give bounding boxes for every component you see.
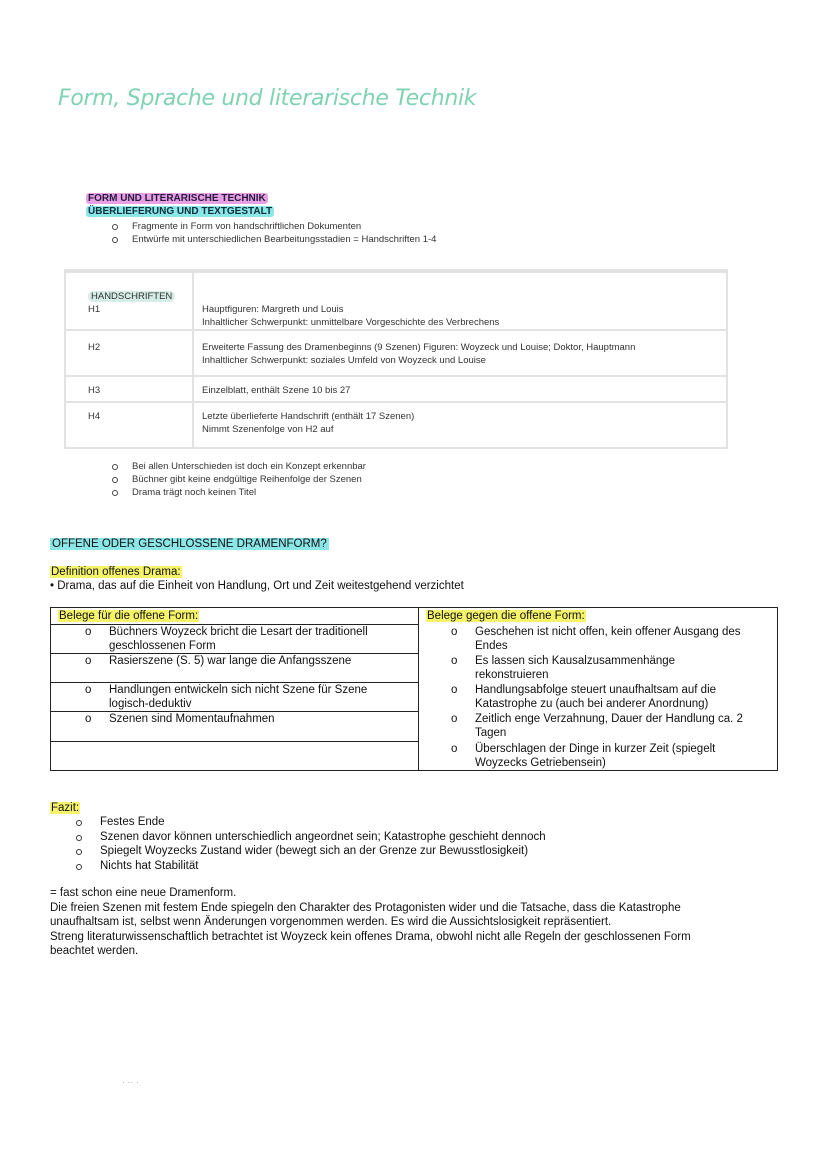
table-row: o Handlungen entwickeln sich nicht Szene für Szene logisch-deduktiv bbox=[85, 684, 368, 710]
row-key: H3 bbox=[88, 385, 101, 396]
after-table-list bbox=[110, 460, 366, 499]
table-divider bbox=[418, 608, 419, 770]
table-row bbox=[66, 329, 726, 377]
right-header-wrap bbox=[426, 609, 586, 623]
row-key: H1 bbox=[88, 304, 101, 315]
conclusion-line: Die freien Szenen mit festem Ende spiegeln den Charakter des Protagonisten wider und die Tatsache, dass die Katastrophe bbox=[50, 901, 681, 914]
section-ueberlieferung-heading bbox=[86, 206, 274, 217]
list-item: Festes Ende bbox=[74, 815, 546, 830]
list-item: Entwürfe mit unterschiedlichen Bearbeitungsstadien = Handschriften 1-4 bbox=[110, 233, 436, 246]
list-item: Spiegelt Woyzecks Zustand wider (bewegt sich an der Grenze zur Bewusstlosigkeit) bbox=[74, 844, 546, 859]
fazit-list bbox=[74, 815, 546, 873]
row-key: H4 bbox=[88, 411, 101, 422]
definition-text: • Drama, das auf die Einheit von Handlung, Ort und Zeit weitestgehend verzichtet bbox=[50, 580, 464, 592]
list-item: Nichts hat Stabilität bbox=[74, 859, 546, 874]
list-item: Bei allen Unterschieden ist doch ein Konzept erkennbar bbox=[110, 460, 366, 473]
section-form-heading bbox=[86, 193, 268, 204]
list-item: Szenen davor können unterschiedlich angeordnet sein; Katastrophe geschieht dennoch bbox=[74, 830, 546, 845]
table-row: o Geschehen ist nicht offen, kein offener Ausgang des Endes bbox=[451, 626, 741, 652]
row-value-line2: Inhaltlicher Schwerpunkt: soziales Umfeld von Woyzeck und Louise bbox=[202, 355, 486, 366]
table-row bbox=[66, 271, 726, 331]
dramenform-heading-wrap bbox=[50, 537, 329, 551]
table-row: o Zeitlich enge Verzahnung, Dauer der Handlung ca. 2 Tagen bbox=[451, 713, 743, 739]
table-row: o Szenen sind Momentaufnahmen bbox=[85, 713, 275, 725]
list-item: Drama trägt noch keinen Titel bbox=[110, 486, 366, 499]
list-item: Fragmente in Form von handschriftlichen Dokumenten bbox=[110, 220, 436, 233]
heading-dramenform: OFFENE ODER GESCHLOSSENE DRAMENFORM? bbox=[52, 538, 327, 550]
row-value-line2: Inhaltlicher Schwerpunkt: unmittelbare Vorgeschichte des Verbrechens bbox=[202, 317, 500, 328]
ueberlieferung-list bbox=[110, 220, 436, 246]
fazit-label: Fazit: bbox=[51, 802, 80, 814]
table-row: o Rasierszene (S. 5) war lange die Anfangsszene bbox=[85, 655, 352, 667]
heading-form: FORM UND LITERARISCHE TECHNIK bbox=[88, 193, 266, 204]
belege-right-header: Belege gegen die offene Form: bbox=[427, 610, 585, 622]
table-row: o Überschlagen der Dinge in kurzer Zeit (spiegelt Woyzecks Getriebensein) bbox=[451, 743, 716, 769]
fazit-label-wrap bbox=[50, 801, 80, 815]
definition-label-wrap bbox=[50, 565, 182, 579]
table-row: o Büchners Woyzeck bricht die Lesart der traditionell geschlossenen Form bbox=[85, 626, 368, 652]
row-value-line1: Letzte überlieferte Handschrift (enthält 17 Szenen) bbox=[202, 411, 415, 422]
row-key: H2 bbox=[88, 342, 101, 353]
definition-label: Definition offenes Drama: bbox=[51, 566, 181, 578]
table-row bbox=[66, 375, 726, 403]
handschriften-table bbox=[64, 269, 728, 449]
list-item: Büchner gibt keine endgültige Reihenfolge der Szenen bbox=[110, 473, 366, 486]
row-value-line1: Erweiterte Fassung des Dramenbeginns (9 Szenen) Figuren: Woyzeck und Louise; Doktor, Hauptmann bbox=[202, 342, 636, 353]
row-value-line2: Nimmt Szenenfolge von H2 auf bbox=[202, 424, 334, 435]
conclusion-line: Streng literaturwissenschaftlich betrachtet ist Woyzeck kein offenes Drama, obwohl nicht alle Regeln der geschlossenen Form bbox=[50, 930, 691, 943]
conclusion-line: beachtet werden. bbox=[50, 945, 139, 957]
belege-table bbox=[50, 607, 778, 771]
belege-left-header: Belege für die offene Form: bbox=[59, 610, 199, 622]
page-title: Form, Sprache und literarische Technik bbox=[58, 86, 477, 111]
conclusion-line: unaufhaltsam ist, selbst wenn Änderungen vorgenommen werden. Es wird die Aussichtslosigkeit repräsentiert. bbox=[50, 916, 612, 928]
table-row bbox=[66, 401, 726, 449]
table-row: o Es lassen sich Kausalzusammenhänge rekonstruieren bbox=[451, 655, 676, 681]
table-row: o Handlungsabfolge steuert unaufhaltsam auf die Katastrophe zu (auch bei anderer Anordnung) bbox=[451, 684, 717, 710]
conclusion-text bbox=[50, 886, 691, 959]
row-value-line1: Einzelblatt, enthält Szene 10 bis 27 bbox=[202, 385, 351, 396]
handschriften-header: HANDSCHRIFTEN bbox=[88, 291, 175, 302]
left-header-wrap bbox=[58, 609, 199, 623]
conclusion-line: = fast schon eine neue Dramenform. bbox=[50, 887, 237, 899]
row-value-line1: Hauptfiguren: Margreth und Louis bbox=[202, 304, 344, 315]
heading-ueberlieferung: ÜBERLIEFERUNG UND TEXTGESTALT bbox=[88, 206, 273, 217]
footer-marks: · ·· · bbox=[122, 1077, 139, 1087]
